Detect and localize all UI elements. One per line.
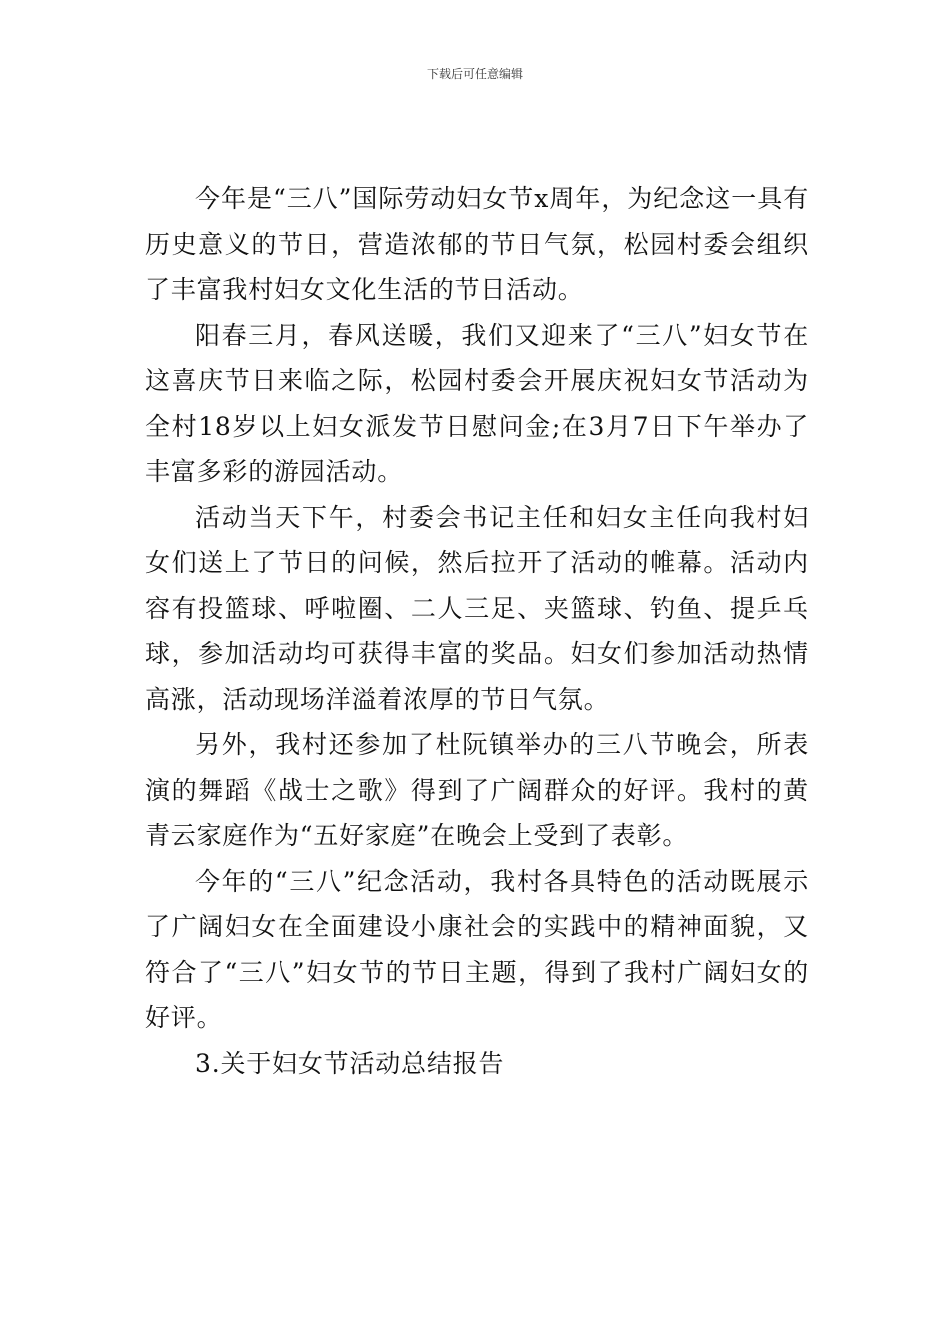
- paragraph-activity: 活动当天下午，村委会书记主任和妇女主任向我村妇女们送上了节日的问候，然后拉开了活动的帷幕。活动内容有投篮球、呼啦圈、二人三足、夹篮球、钓鱼、提乒乓球，参加活动均可获得丰富的奖品。妇女们参加活动热情高涨，活动现场洋溢着浓厚的节日气氛。: [145, 502, 809, 714]
- paragraph-evening-show: 另外，我村还参加了杜阮镇举办的三八节晚会，所表演的舞蹈《战士之歌》得到了广阔群众的好评。我村的黄青云家庭作为“五好家庭”在晚会上受到了表彰。: [145, 730, 809, 850]
- section-heading: 3.关于妇女节活动总结报告: [195, 1048, 505, 1078]
- page-header: 下载后可任意编辑: [426, 67, 523, 81]
- paragraph-spring: 阳春三月，春风送暖，我们又迎来了“三八”妇女节在这喜庆节日来临之际，松园村委会开展庆祝妇女节活动为全村18岁以上妇女派发节日慰问金;在3月7日下午举办了丰富多彩的游园活动。: [145, 320, 809, 486]
- paragraph-intro: 今年是“三八”国际劳动妇女节x周年，为纪念这一具有历史意义的节日，营造浓郁的节日气氛，松园村委会组织了丰富我村妇女文化生活的节日活动。: [145, 184, 809, 304]
- document-body: [145, 176, 809, 1086]
- paragraph-summary: 今年的“三八”纪念活动，我村各具特色的活动既展示了广阔妇女在全面建设小康社会的实践中的精神面貌，又符合了“三八”妇女节的节日主题，得到了我村广阔妇女的好评。: [145, 866, 809, 1032]
